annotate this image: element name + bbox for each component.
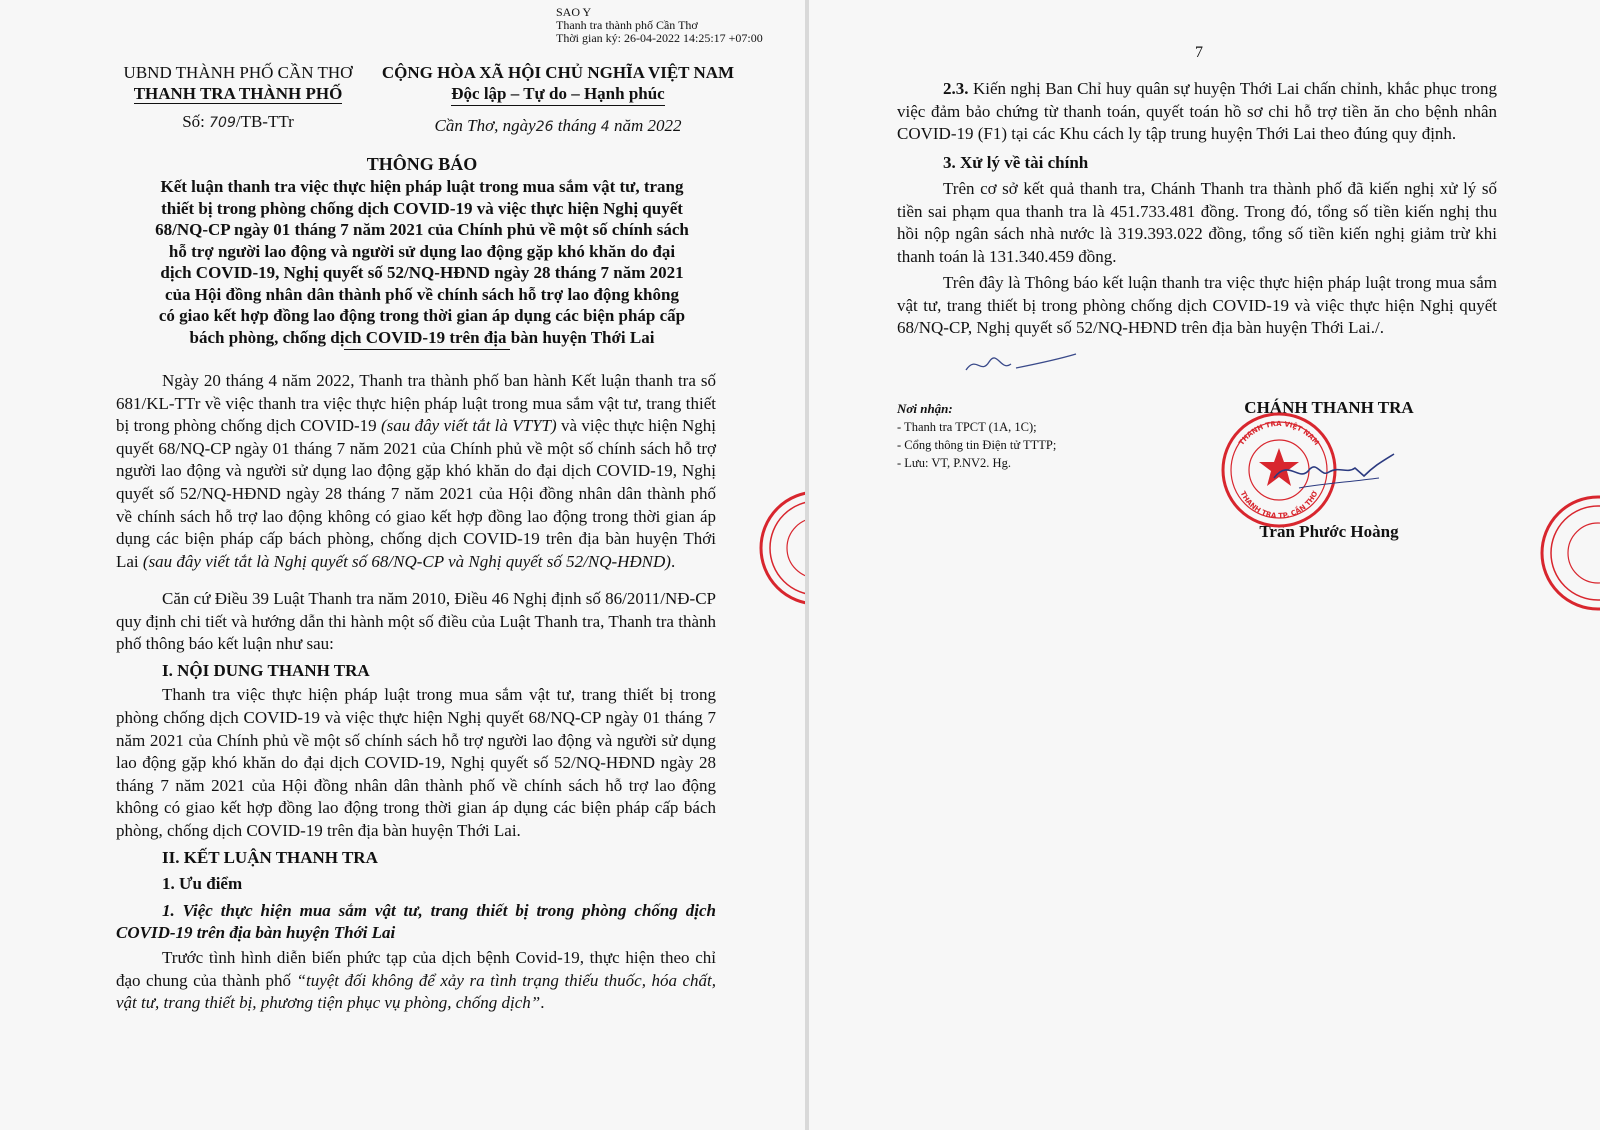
recipients-label: Nơi nhận:: [897, 401, 953, 416]
title-heading: THÔNG BÁO: [366, 154, 478, 174]
initials-scribble: [961, 350, 1081, 380]
national-header: [368, 62, 748, 136]
office-name: THANH TRA THÀNH PHỐ: [133, 84, 343, 103]
paragraph-situation: Trước tình hình diễn biến phức tạp của dịch bệnh Covid-19, thực hiện theo chỉ đạo chung của thành phố “tuyệt đối không để xảy ra tình trạng thiếu thuốc, hóa chất, vật tư, trang thiết bị, phương tiện phục vụ phòng, chống dịch”.: [116, 947, 717, 1013]
issuing-agency-header: [108, 62, 368, 132]
title-underline: [344, 349, 510, 350]
title-line: 68/NQ-CP ngày 01 tháng 7 năm 2021 của Chính phủ về một số chính sách: [155, 220, 689, 239]
copy-stamp-line2: Thanh tra thành phố Cần Thơ: [556, 18, 698, 32]
paragraph-inspection-content: Thanh tra việc thực hiện pháp luật trong mua sắm vật tư, trang thiết bị trong phòng chống dịch COVID-19 và việc thực hiện Nghị quyết 68/NQ-CP ngày 01 tháng 7 năm 2021 của Chính phủ về một số chính sách hỗ trợ người lao động và người sử dụng lao động gặp khó khăn do đại dịch COVID-19, Nghị quyết số 52/NQ-HĐND ngày 28 tháng 7 năm 2021 của Hội đồng nhân dân thành phố về chính sách hỗ trợ lao động không có giao kết hợp đồng lao động trong thời gian áp dụng các biện pháp cấp bách phòng, chống dịch COVID-19 trên địa bàn huyện Thới Lai.: [116, 685, 716, 840]
recipient-item: - Thanh tra TPCT (1A, 1C);: [897, 420, 1037, 434]
document-page-right: [809, 0, 1600, 1130]
page-number: 7: [1195, 44, 1203, 61]
number-suffix: /TB-TTr: [235, 112, 294, 131]
right-body-block: [897, 78, 1497, 340]
digital-copy-stamp: [556, 6, 763, 45]
place-date: [368, 116, 748, 136]
copy-stamp-line1: SAO Y: [556, 5, 592, 19]
title-line: của Hội đồng nhân dân thành phố về chính sách hỗ trợ lao động không: [165, 284, 679, 304]
body-block-2: [116, 588, 716, 1015]
section-heading-1: I. NỘI DUNG THANH TRA: [162, 660, 370, 680]
section-heading-financial: 3. Xử lý về tài chính: [943, 152, 1089, 172]
place-prefix: Cần Thơ, ngày: [434, 116, 536, 135]
recipients-block: [897, 400, 1157, 472]
handwritten-signature: [1269, 448, 1399, 498]
national-motto: Độc lập – Tự do – Hạnh phúc: [451, 83, 664, 106]
title-line: hỗ trợ người lao động và người sử dụng lao động gặp khó khăn do đại: [168, 241, 676, 261]
title-line: thiết bị trong phòng chống dịch COVID-19 và việc thực hiện Nghị quyết: [161, 198, 683, 218]
recipient-item: - Lưu: VT, P.NV2. Hg.: [897, 456, 1011, 470]
month-handwritten: 4: [600, 119, 610, 135]
number-handwritten: 709: [209, 115, 236, 131]
signer-role: CHÁNH THANH TRA: [1244, 398, 1414, 417]
nation-name: CỘNG HÒA XÃ HỘI CHỦ NGHĨA VIỆT NAM: [381, 63, 735, 82]
signer-name: Trần Phước Hoàng: [1259, 522, 1399, 541]
subsection-heading-procurement: 1. Việc thực hiện mua sắm vật tư, trang thiết bị trong phòng chống dịch COVID-19 trên địa bàn huyện Thới Lai: [116, 900, 716, 943]
seal-fragment-left: [755, 488, 805, 608]
month-word: tháng: [557, 116, 597, 135]
title-line: Kết luận thanh tra việc thực hiện pháp luật trong mua sắm vật tư, trang: [160, 177, 684, 196]
year-text: năm 2022: [613, 116, 682, 135]
document-title: [112, 153, 732, 348]
paragraph-closing: Trên đây là Thông báo kết luận thanh tra việc thực hiện pháp luật trong mua sắm vật tư, trang thiết bị trong phòng chống dịch COVID-19 và việc thực hiện Nghị quyết 68/NQ-CP, Nghị quyết số 52/NQ-HĐND trên địa bàn huyện Thới Lai./.: [897, 273, 1497, 337]
copy-stamp-line3: Thời gian ký: 26-04-2022 14:25:17 +07:00: [556, 31, 763, 45]
section-heading-2: II. KẾT LUẬN THANH TRA: [162, 847, 378, 867]
paragraph-recommendation-2-3: 2.3. Kiến nghị Ban Chỉ huy quân sự huyện Thới Lai chấn chỉnh, khắc phục trong việc đảm bảo chứng từ thanh toán, quyết toán hồ sơ chi hỗ trợ tiền ăn cho bệnh nhân COVID-19 (F1) tại các Khu cách ly tập trung huyện Thới Lai theo đúng quy định.: [897, 79, 1497, 143]
recipient-item: - Cổng thông tin Điện tử TTTP;: [897, 438, 1057, 452]
paragraph-financial: Trên cơ sở kết quả thanh tra, Chánh Thanh tra thành phố đã kiến nghị xử lý số tiền sai phạm qua thanh tra là 451.733.481 đồng. Trong đó, tổng số tiền kiến nghị thu hồi nộp ngân sách nhà nước là 319.393.022 đồng, tổng số tiền kiến nghị giảm trừ khi thanh toán là 131.340.459 đồng.: [897, 179, 1497, 266]
body-block-1: [116, 370, 716, 573]
seal-fragment-right: [1540, 493, 1600, 613]
subsection-heading-advantages: 1. Ưu điểm: [162, 874, 243, 894]
svg-text:THANH TRA VIỆT NAM: THANH TRA VIỆT NAM: [1237, 419, 1321, 447]
title-line: bách phòng, chống dịch COVID-19 trên địa bàn huyện Thới Lai: [189, 327, 655, 347]
number-prefix: Số:: [182, 112, 205, 131]
agency-name: UBND THÀNH PHỐ CẦN THƠ: [123, 63, 353, 82]
document-number: [108, 112, 368, 132]
title-line: dịch COVID-19, Nghị quyết số 52/NQ-HĐND ngày 28 tháng 7 năm 2021: [160, 263, 684, 282]
svg-text:THANH TRA TP. CẦN THƠ: THANH TRA TP. CẦN THƠ: [1238, 489, 1320, 521]
paragraph-legal-basis: Căn cứ Điều 39 Luật Thanh tra năm 2010, Điều 46 Nghị định số 86/2011/NĐ-CP quy định chi tiết và hướng dẫn thi hành một số điều của Luật Thanh tra, Thanh tra thành phố thông báo kết luận như sau:: [116, 589, 716, 654]
day-handwritten: 26: [535, 119, 554, 135]
paragraph-announcement: Ngày 20 tháng 4 năm 2022, Thanh tra thành phố ban hành Kết luận thanh tra số 681/KL-TTr về việc thanh tra việc thực hiện pháp luật trong mua sắm vật tư, trang thiết bị trong phòng chống dịch COVID-19 (sau đây viết tắt là VTYT) và việc thực hiện Nghị quyết 68/NQ-CP ngày 01 tháng 7 năm 2021 của Chính phủ về một số chính sách hỗ trợ người lao động và người sử dụng lao động gặp khó khăn do đại dịch COVID-19, Nghị quyết số 52/NQ-HĐND ngày 28 tháng 7 năm 2021 của Hội đồng nhân dân thành phố về chính sách hỗ trợ lao động không có giao kết hợp đồng lao động trong thời gian áp dụng các biện pháp cấp bách phòng, chống dịch COVID-19 trên địa bàn huyện Thới Lai (sau đây viết tắt là Nghị quyết số 68/NQ-CP và Nghị quyết số 52/NQ-HĐND).: [116, 371, 716, 571]
title-line: có giao kết hợp đồng lao động trong thời gian áp dụng các biện pháp cấp: [158, 306, 686, 325]
